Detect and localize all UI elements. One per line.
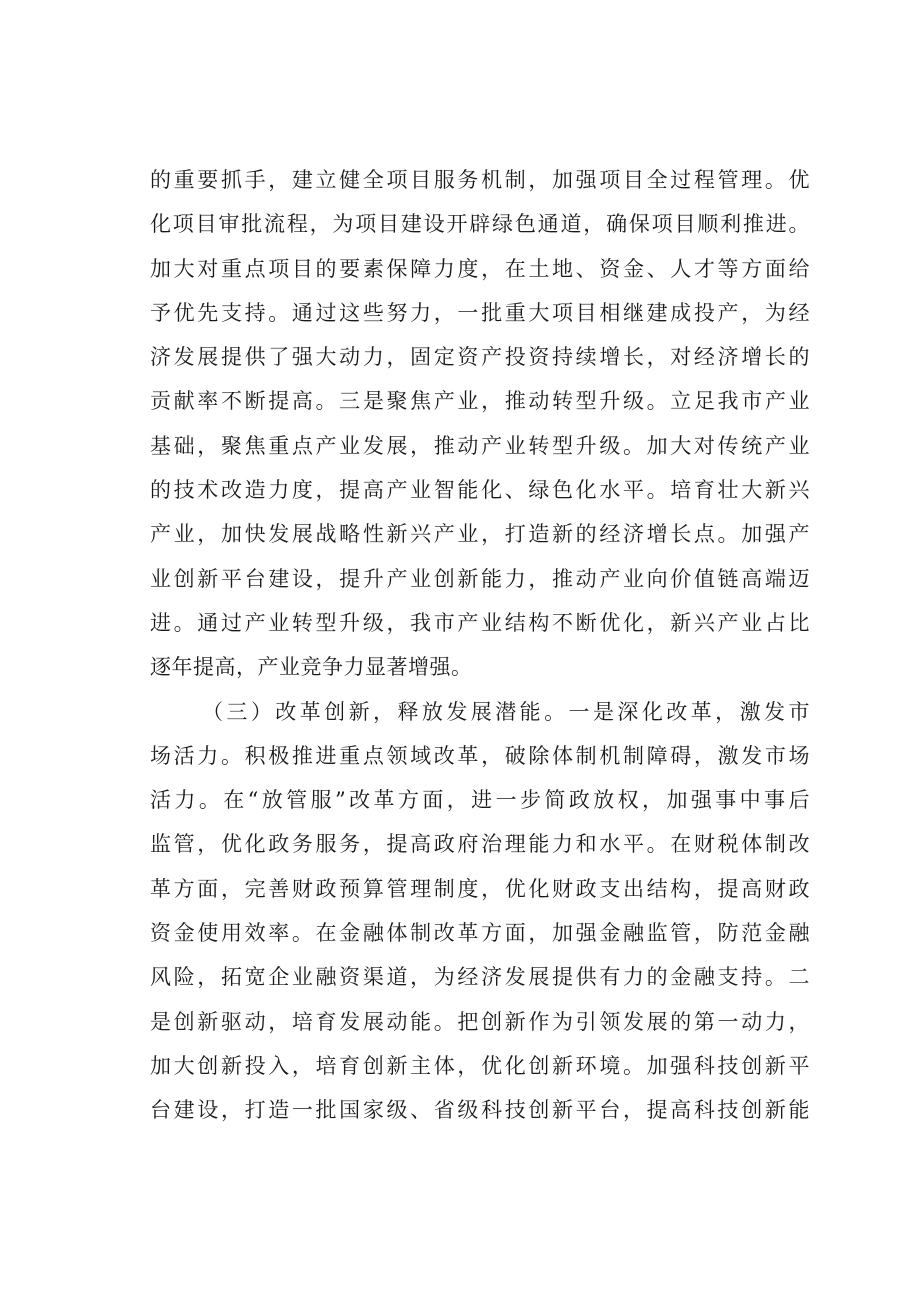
text-line: 基础，聚焦重点产业发展，推动产业转型升级。加大对传统产业 (150, 433, 810, 458)
section-heading-line: （三）改革创新，释放发展潜能。一是深化改革，激发市 (202, 699, 810, 724)
text-line: 的技术改造力度，提高产业智能化、绿色化水平。培育壮大新兴 (150, 478, 810, 503)
text-line: 革方面，完善财政预算管理制度，优化财政支出结构，提高财政 (150, 876, 810, 901)
text-line: 资金使用效率。在金融体制改革方面，加强金融监管，防范金融 (150, 921, 810, 946)
text-line: 业创新平台建设，提升产业创新能力，推动产业向价值链高端迈 (150, 566, 810, 591)
text-line: 风险，拓宽企业融资渠道，为经济发展提供有力的金融支持。二 (150, 965, 810, 990)
text-line: 予优先支持。通过这些努力，一批重大项目相继建成投产，为经 (150, 300, 810, 325)
text-line: 化项目审批流程，为项目建设开辟绿色通道，确保项目顺利推进。 (150, 212, 810, 237)
text-line: 台建设，打造一批国家级、省级科技创新平台，提高科技创新能 (150, 1098, 810, 1123)
text-line: 贡献率不断提高。三是聚焦产业，推动转型升级。立足我市产业 (150, 389, 810, 414)
text-line: 是创新驱动，培育发展动能。把创新作为引领发展的第一动力， (150, 1009, 810, 1034)
text-line: 场活力。积极推进重点领域改革，破除体制机制障碍，激发市场 (150, 743, 810, 768)
text-line: 加大对重点项目的要素保障力度，在土地、资金、人才等方面给 (150, 256, 810, 281)
text-line: 产业，加快发展战略性新兴产业，打造新的经济增长点。加强产 (150, 522, 810, 547)
text-line: 监管，优化政务服务，提高政府治理能力和水平。在财税体制改 (150, 832, 810, 857)
text-line: 活力。在“放管服”改革方面，进一步简政放权，加强事中事后 (150, 788, 810, 813)
text-line: 进。通过产业转型升级，我市产业结构不断优化，新兴产业占比 (150, 610, 810, 635)
body-text (150, 158, 810, 1133)
text-line: 加大创新投入，培育创新主体，优化创新环境。加强科技创新平 (150, 1053, 810, 1078)
text-line: 的重要抓手，建立健全项目服务机制，加强项目全过程管理。优 (150, 168, 810, 192)
paragraph-end-line: 逐年提高，产业竞争力显著增强。 (150, 655, 473, 680)
text-line: 济发展提供了强大动力，固定资产投资持续增长，对经济增长的 (150, 345, 810, 370)
